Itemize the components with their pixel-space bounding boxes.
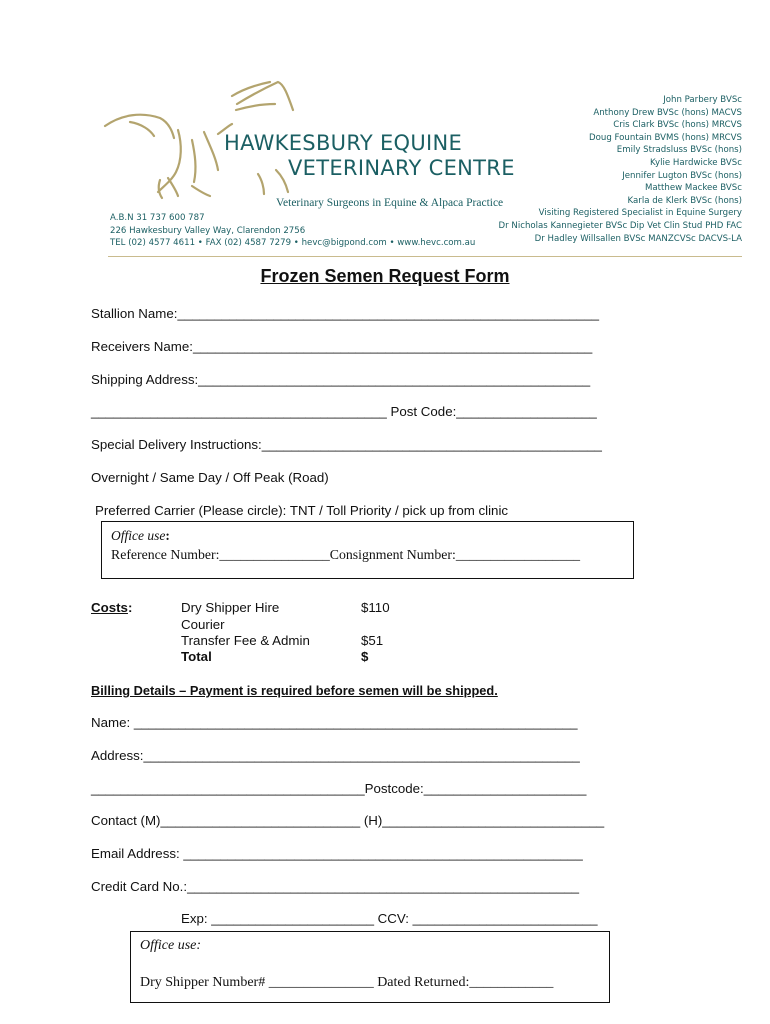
cost-price-total: $ — [361, 649, 369, 664]
office-use-box-2 — [130, 931, 610, 1003]
vet-name: Anthony Drew BVSc (hons) MACVS — [593, 107, 742, 118]
vet-name: John Parbery BVSc — [663, 95, 742, 105]
preferred-carrier-options[interactable]: Preferred Carrier (Please circle): TNT / Toll Priority / pick up from clinic — [95, 503, 509, 518]
vet-name: Emily Stradsluss BVSc (hons) — [616, 145, 742, 156]
billing-heading: Billing Details – Payment is required before semen will be shipped. — [91, 683, 498, 698]
billing-postcode-field[interactable]: _____________________________________Postcode:______________________ — [91, 781, 587, 796]
vet-name: Matthew Mackee BVSc — [645, 183, 742, 194]
vet-name: Cris Clark BVSc (hons) MRCVS — [613, 120, 742, 131]
cost-item-courier: Courier — [181, 617, 225, 632]
dry-shipper-number-field[interactable]: Dry Shipper Number# _______________ Dated Returned:____________ — [140, 975, 554, 990]
logo-title-line2: VETERINARY CENTRE — [288, 156, 515, 180]
costs-label: Costs: — [91, 600, 133, 615]
billing-name-field[interactable]: Name: ____________________________________________________________ — [91, 715, 578, 730]
vet-name: Dr Hadley Willsallen BVSc MANZCVSc DACVS-LA — [534, 233, 742, 244]
vet-name: Doug Fountain BVMS (hons) MRCVS — [589, 132, 742, 143]
practice-contact-block — [110, 212, 475, 250]
header-divider — [108, 256, 742, 257]
logo-title-line1: HAWKESBURY EQUINE — [224, 131, 463, 155]
office-use-label: Office use: — [111, 528, 170, 543]
credit-card-field[interactable]: Credit Card No.:_____________________________________________________ — [91, 879, 580, 894]
cost-price-transfer-fee: $51 — [361, 633, 384, 648]
cost-item-total: Total — [181, 649, 212, 664]
address-text: 226 Hawkesbury Valley Way, Clarendon 2756 — [110, 225, 306, 236]
reference-consignment-field[interactable]: Reference Number:________________Consignment Number:__________________ — [111, 547, 581, 562]
vet-list — [499, 94, 742, 245]
email-address-field[interactable]: Email Address: ______________________________________________________ — [91, 846, 583, 861]
shipping-postcode-field[interactable]: ________________________________________ Post Code:___________________ — [91, 404, 597, 419]
vet-name: Karla de Klerk BVSc (hons) — [627, 195, 742, 206]
delivery-speed-options[interactable]: Overnight / Same Day / Off Peak (Road) — [91, 470, 329, 485]
contact-phone-field[interactable]: Contact (M)___________________________ (H)______________________________ — [91, 813, 605, 828]
exp-ccv-field[interactable]: Exp: ______________________ CCV: _________________________ — [181, 911, 598, 926]
vet-name: Kylie Hardwicke BVSc — [650, 157, 742, 168]
form-title: Frozen Semen Request Form — [260, 266, 510, 286]
receivers-name-field[interactable]: Receivers Name:______________________________________________________ — [91, 339, 593, 354]
office-use-label-2: Office use: — [140, 938, 202, 953]
abn-text: A.B.N 31 737 600 787 — [110, 213, 205, 223]
cost-item-dry-shipper: Dry Shipper Hire — [181, 600, 280, 615]
stallion-name-field[interactable]: Stallion Name:_________________________________________________________ — [91, 306, 599, 321]
vet-name: Jennifer Lugton BVSc (hons) — [622, 170, 742, 181]
phone-fax-email-text: TEL (02) 4577 4611 • FAX (02) 4587 7279 • hevc@bigpond.com • www.hevc.com.au — [110, 238, 476, 248]
billing-address-field[interactable]: Address:___________________________________________________________ — [91, 748, 580, 763]
cost-price-dry-shipper: $110 — [361, 600, 390, 615]
vet-name: Visiting Registered Specialist in Equine Surgery — [538, 208, 742, 219]
vet-name: Dr Nicholas Kannegieter BVSc Dip Vet Clin Stud PHD FAC — [498, 220, 742, 231]
special-instructions-field[interactable]: Special Delivery Instructions:______________________________________________ — [91, 437, 602, 452]
logo-tagline: Veterinary Surgeons in Equine & Alpaca Practice — [276, 197, 504, 209]
shipping-address-field[interactable]: Shipping Address:_____________________________________________________ — [91, 372, 591, 387]
cost-item-transfer-fee: Transfer Fee & Admin — [181, 633, 310, 648]
